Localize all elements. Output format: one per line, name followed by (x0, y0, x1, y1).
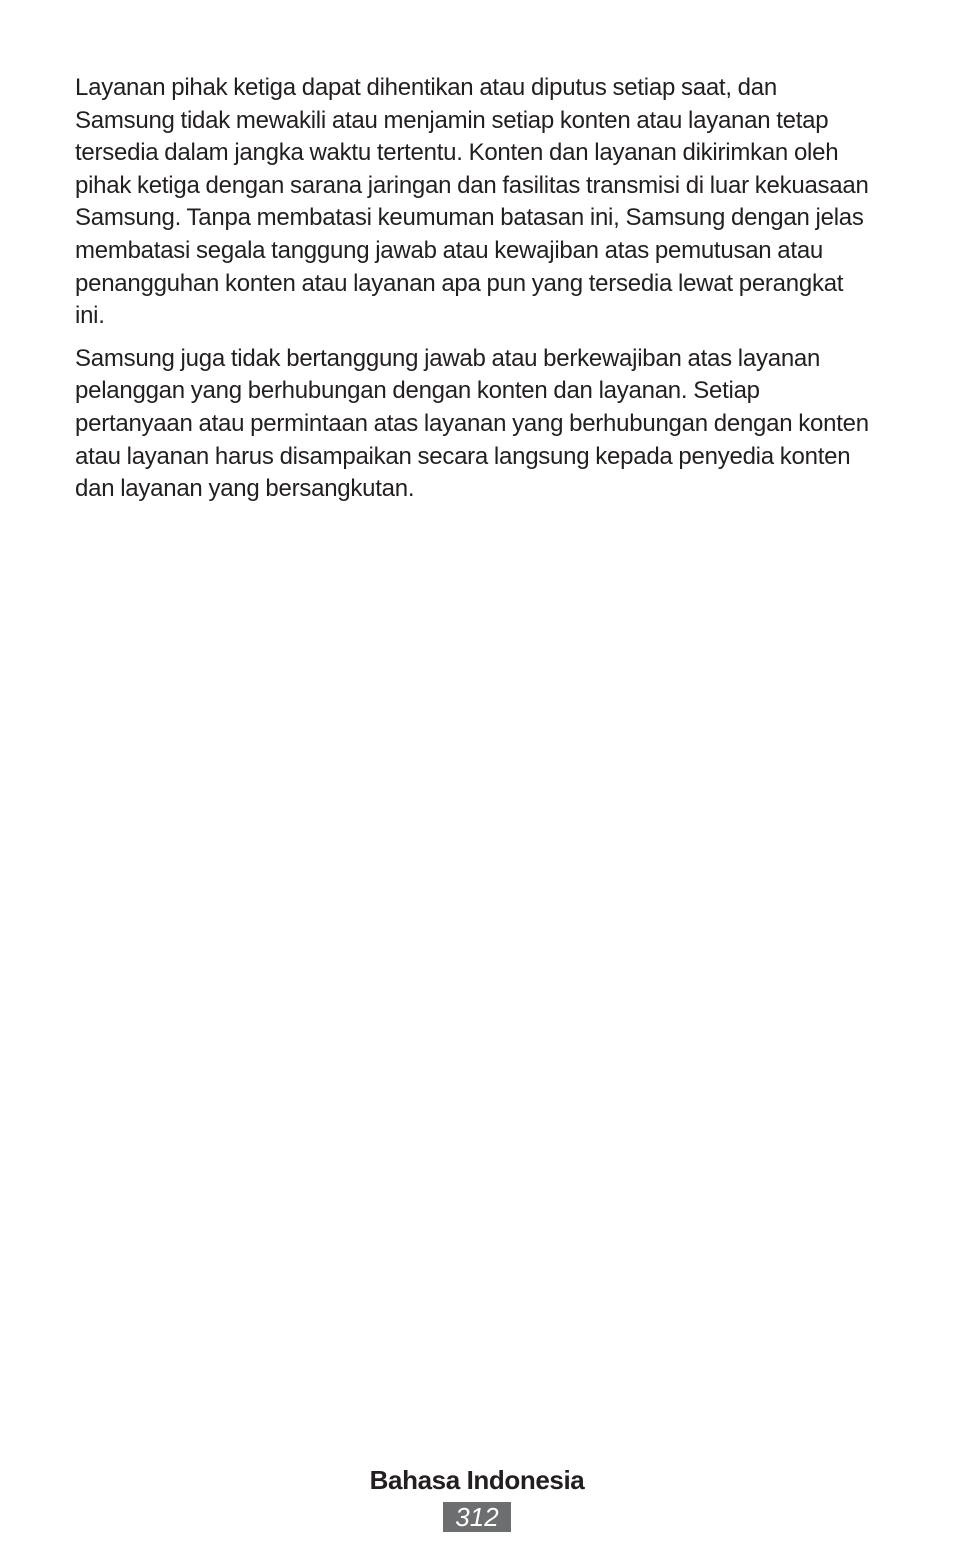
footer-language-label: Bahasa Indonesia (369, 1465, 585, 1495)
page-footer (0, 1462, 954, 1532)
page-number-wrapper (0, 1502, 954, 1532)
page-number: 312 (443, 1502, 511, 1532)
paragraph-customer-service: Samsung juga tidak bertanggung jawab atau berkewajiban atas layanan pelanggan yang berhubungan dengan konten dan layanan. Setiap pertanyaan atau permintaan atas layanan yang berhubungan dengan konten atau layanan harus disampaikan secara langsung kepada penyedia konten dan layanan yang bersangkutan. (75, 344, 869, 503)
paragraph-third-party-services: Layanan pihak ketiga dapat dihentikan atau diputus setiap saat, dan Samsung tidak mewakili atau menjamin setiap konten atau layanan tetap tersedia dalam jangka waktu tertentu. Konten dan layanan dikirimkan oleh pihak ketiga dengan sarana jaringan dan fasilitas transmisi di luar kekuasaan Samsung. Tanpa membatasi keumuman batasan ini, Samsung dengan jelas membatasi segala tanggung jawab atau kewajiban atas pemutusan atau penangguhan konten atau layanan apa pun yang tersedia lewat perangkat ini. (75, 74, 869, 330)
document-body (75, 72, 875, 516)
